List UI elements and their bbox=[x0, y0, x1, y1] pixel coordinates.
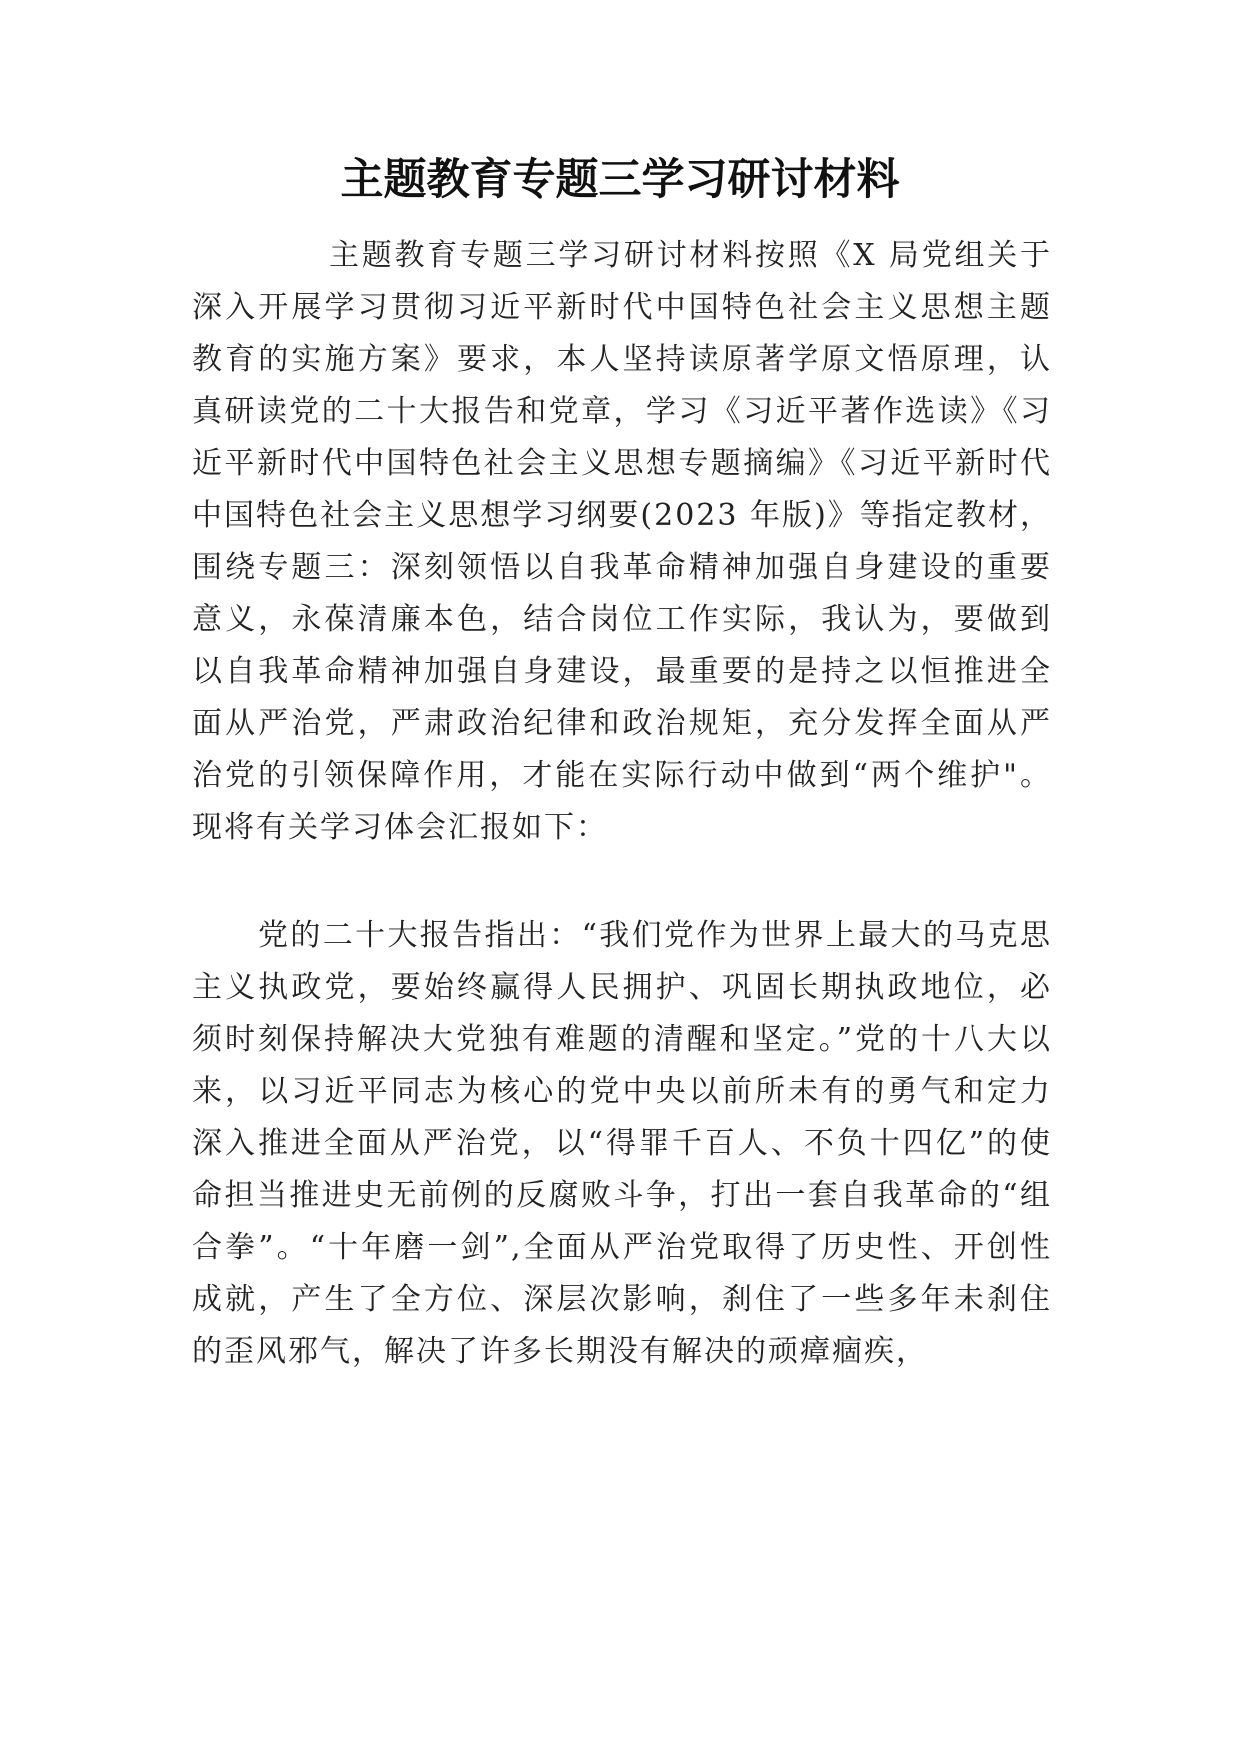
document-title: 主题教育专题三学习研讨材料 bbox=[340, 155, 900, 205]
paragraph-2: 党的二十大报告指出：“我们党作为世界上最大的马克思主义执政党，要始终赢得人民拥护、巩固长期执政地位，必须时刻保持解决大党独有难题的清醒和坚定。”党的十八大以来，以习近平同志为核心的党中央以前所未有的勇气和定力深入推进全面从严治党，以“得罪千百人、不负十四亿”的使命担当推进史无前例的反腐败斗争，打出一套自我革命的“组合拳”。“十年磨一剑”,全面从严治党取得了历史性、开创性成就，产生了全方位、深层次影响，刹住了一些多年未刹住的歪风邪气，解决了许多长期没有解决的顽瘴痼疾， bbox=[192, 918, 1052, 1369]
paragraph-1: 主题教育专题三学习研讨材料按照《X 局党组关于深入开展学习贯彻习近平新时代中国特色社会主义思想主题教育的实施方案》要求，本人坚持读原著学原文悟原理，认真研读党的二十大报告和党章，学习《习近平著作选读》《习近平新时代中国特色社会主义思想专题摘编》《习近平新时代中国特色社会主义思想学习纲要(2023 年版)》等指定教材，围绕专题三：深刻领悟以自我革命精神加强自身建设的重要意义，永葆清廉本色，结合岗位工作实际，我认为，要做到以自我革命精神加强自身建设，最重要的是持之以恒推进全面从严治党，严肃政治纪律和政治规矩，充分发挥全面从严治党的引领保障作用，才能在实际行动中做到“两个维护"。现将有关学习体会汇报如下： bbox=[192, 238, 1052, 845]
